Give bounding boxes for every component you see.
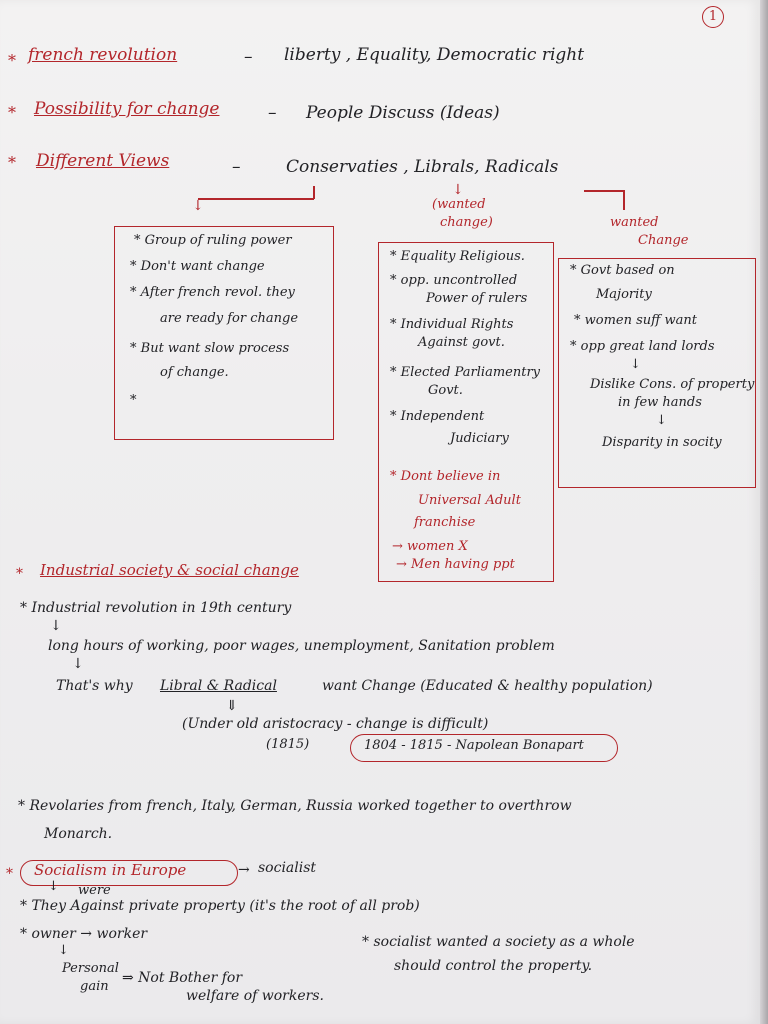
arrow-down-icon: ↓ [452, 182, 464, 198]
line-text: 1804 - 1815 - Napolean Bonapart [364, 738, 584, 753]
arrow-down-icon: ↓ [72, 656, 84, 672]
radical-note: Change [638, 233, 689, 248]
box-item: * Govt based on [570, 263, 675, 278]
dash: – [232, 157, 241, 177]
arrow-down-icon: ↓ [192, 198, 204, 214]
line-text: Monarch. [44, 826, 113, 842]
dash: – [268, 103, 277, 123]
arrow-down-icon: ↓ [630, 357, 641, 372]
line-text: welfare of workers. [186, 988, 324, 1004]
arrow-down-icon: ↓ [48, 879, 59, 894]
connector-line [198, 198, 314, 200]
line-text: Libral & Radical [160, 678, 277, 694]
box-item: * Don't want change [130, 259, 265, 274]
box-item: Dislike Cons. of property [590, 377, 755, 392]
arrow-down-icon: ↓ [58, 943, 69, 958]
line-text: (Under old aristocracy - change is difficult) [182, 716, 489, 732]
line-text: (1815) [266, 737, 310, 752]
heading-possibility-for-change: Possibility for change [34, 99, 220, 119]
libral-note: (wanted [432, 197, 486, 212]
box-item: → Men having ppt [396, 557, 515, 572]
arrow-double-down-icon: ⇓ [226, 698, 238, 714]
box-item: * After french revol. they [130, 285, 295, 300]
radical-note: wanted [610, 215, 659, 230]
box-item: * opp. uncontrolled [390, 273, 518, 288]
connector-line [313, 186, 315, 199]
heading-industrial-society: Industrial society & social change [40, 561, 299, 579]
bullet: * [8, 103, 16, 122]
connector-line [623, 190, 625, 210]
line-text: * Industrial revolution in 19th century [20, 600, 292, 616]
box-item: Against govt. [418, 335, 505, 350]
page-number: 1 [702, 6, 724, 28]
heading-french-revolution: french revolution [28, 45, 178, 65]
page-edge [760, 0, 768, 1024]
text-people-discuss: People Discuss (Ideas) [306, 103, 500, 123]
line-text: should control the property. [394, 958, 593, 974]
line-text: socialist [258, 860, 317, 876]
heading-different-views: Different Views [36, 151, 170, 171]
text-conservaties-librals-radicals: Conservaties , Librals, Radicals [286, 157, 559, 177]
line-text: want Change (Educated & healthy population) [322, 678, 653, 694]
line-text: * socialist wanted a society as a whole [362, 934, 635, 950]
line-text: That's why [56, 678, 133, 694]
bullet: * [8, 51, 16, 70]
line-text: long hours of working, poor wages, unemployment, Sanitation problem [48, 638, 555, 654]
heading-socialism-in-europe: Socialism in Europe [34, 861, 187, 879]
box-item: franchise [414, 515, 476, 530]
box-item: * Dont believe in [390, 469, 501, 484]
box-item: * Individual Rights [390, 317, 514, 332]
arrow-down-icon: ↓ [656, 413, 667, 428]
box-item: Judiciary [450, 431, 509, 446]
arrow-down-icon: ↓ [50, 618, 62, 634]
line-text: * Revolaries from french, Italy, German, Russia worked together to overthrow [18, 798, 572, 814]
line-text: gain [80, 979, 109, 994]
line-text: were [78, 883, 111, 898]
box-item: * opp great land lords [570, 339, 715, 354]
bullet: * [130, 393, 137, 408]
box-item: Universal Adult [418, 493, 521, 508]
connector-line [584, 190, 624, 192]
box-item: * Independent [390, 409, 485, 424]
box-item: * Group of ruling power [134, 233, 292, 248]
box-item: of change. [160, 365, 229, 380]
libral-note: change) [440, 215, 493, 230]
dash: – [244, 47, 253, 67]
line-text: * owner → worker [20, 926, 148, 942]
radicals-box [558, 258, 756, 488]
line-text: Personal [62, 961, 119, 976]
box-item: * women suff want [574, 313, 697, 328]
bullet: * [8, 153, 16, 172]
box-item: * But want slow process [130, 341, 290, 356]
box-item: * Elected Parliamentry [390, 365, 541, 380]
box-item: Disparity in socity [602, 435, 722, 450]
bullet: * [6, 866, 13, 882]
line-text: * They Against private property (it's the root of all prob) [20, 898, 420, 914]
box-item: → women X [392, 539, 468, 554]
arrow-right-icon: → [238, 862, 250, 878]
box-item: Govt. [428, 383, 463, 398]
box-item: * Equality Religious. [390, 249, 525, 264]
box-item: are ready for change [160, 311, 299, 326]
text-liberty-equality: liberty , Equality, Democratic right [284, 45, 585, 65]
box-item: Majority [596, 287, 652, 302]
line-text: ⇒ Not Bother for [122, 970, 243, 986]
box-item: in few hands [618, 395, 702, 410]
box-item: Power of rulers [426, 291, 528, 306]
bullet: * [16, 566, 23, 582]
